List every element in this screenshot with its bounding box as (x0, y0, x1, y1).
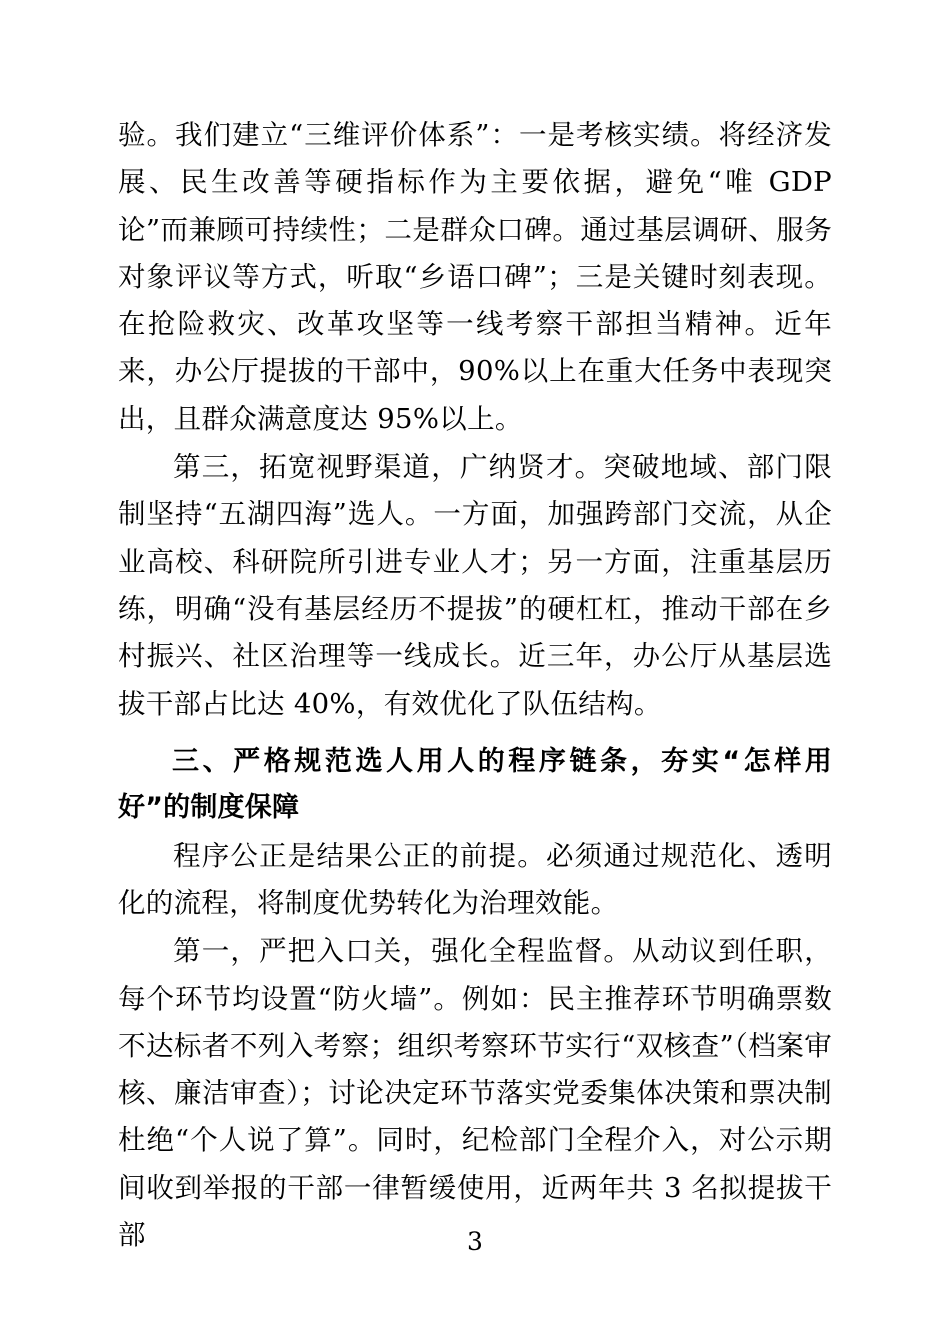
paragraph-point-three: 第三，拓宽视野渠道，广纳贤才。突破地域、部门限制坚持“五湖四海”选人。一方面，加强跨部门交流，从企业高校、科研院所引进专业人才；另一方面，注重基层历练，明确“没有基层经历不提拔”的硬杠杠，推动干部在乡村振兴、社区治理等一线成长。近三年，办公厅从基层选拔干部占比达 40%，有效优化了队伍结构。 (118, 451, 832, 720)
paragraph-procedure-intro: 程序公正是结果公正的前提。必须通过规范化、透明化的流程，将制度优势转化为治理效能。 (118, 839, 832, 919)
paragraph-point-one: 第一，严把入口关，强化全程监督。从动议到任职，每个环节均设置“防火墙”。例如：民主推荐环节明确票数不达标者不列入考察；组织考察环节实行“双核查”（档案审核、廉洁审查）；讨论决定环节落实党委集体决策和票决制杜绝“个人说了算”。同时，纪检部门全程介入，对公示期间收到举报的干部一律暂缓使用，近两年共 3 名拟提拔干部 (118, 935, 832, 1252)
paragraph-continuation: 验。我们建立“三维评价体系”：一是考核实绩。将经济发展、民生改善等硬指标作为主要依据，避免“唯 GDP 论”而兼顾可持续性；二是群众口碑。通过基层调研、服务对象评议等方式，听取“乡语口碑”；三是关键时刻表现。在抢险救灾、改革攻坚等一线考察干部担当精神。近年来，办公厅提拔的干部中，90%以上在重大任务中表现突出，且群众满意度达 95%以上。 (118, 119, 832, 435)
page-number: 3 (467, 1227, 483, 1256)
section-heading-three: 三、严格规范选人用人的程序链条，夯实“怎样用好”的制度保障 (118, 745, 832, 823)
document-body (118, 112, 832, 1259)
